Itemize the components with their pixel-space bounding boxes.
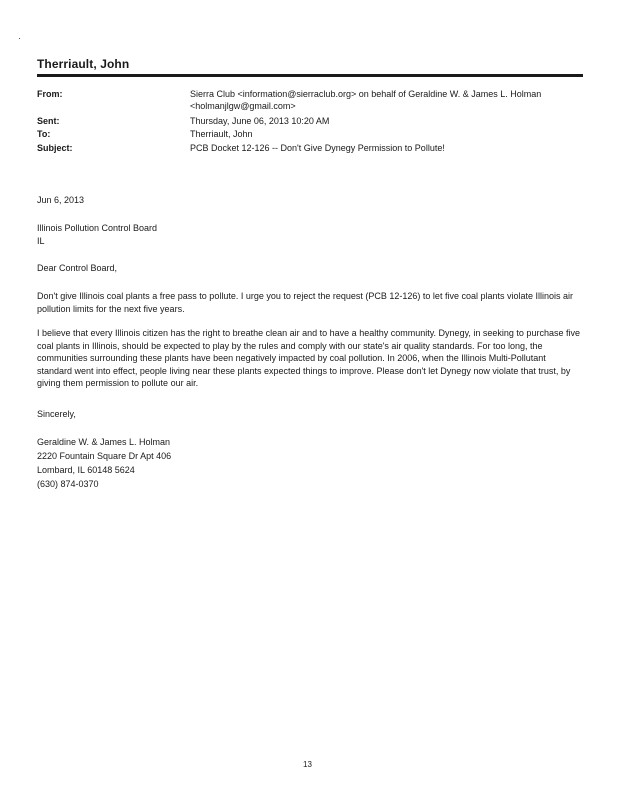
scan-speck — [19, 38, 20, 39]
sent-label: Sent: — [37, 116, 60, 126]
mailbox-owner-name: Therriault, John — [37, 57, 130, 71]
to-label: To: — [37, 129, 51, 139]
to-value: Therriault, John — [190, 129, 253, 139]
from-value-line2: <holmanjlgw@gmail.com> — [190, 101, 296, 111]
subject-label: Subject: — [37, 143, 73, 153]
signer-name: Geraldine W. & James L. Holman — [37, 437, 171, 447]
paragraph-2: I believe that every Illinois citizen has the right to breathe clean air and to have a healthy community. Dynegy, in seeking to purchase five coal plants in Illinois, should be expected to play by the rules and comply with our state's air quality standards. For too long, the communities surrounding these plants have been negatively impacted by coal pollution. In 2006, when the Illinois Multi-Pollutant standard went into effect, people living near these plants expected things to improve. Please don't let Dynegy now violate that trust, by giving them permission to pollute our air. — [37, 328, 580, 388]
letter-date: Jun 6, 2013 — [37, 195, 85, 205]
header-divider — [37, 74, 583, 77]
recipient-line1: Illinois Pollution Control Board — [37, 223, 158, 233]
address-line1: 2220 Fountain Square Dr Apt 406 — [37, 451, 172, 461]
page-number: 13 — [303, 760, 312, 769]
salutation: Dear Control Board, — [37, 263, 118, 273]
paragraph-1: Don't give Illinois coal plants a free pass to pollute. I urge you to reject the request (PCB 12-126) to let five coal plants violate Illinois air pollution limits for the next five years. — [37, 291, 574, 314]
recipient-line2: IL — [37, 236, 45, 246]
closing: Sincerely, — [37, 409, 76, 419]
address-line2: Lombard, IL 60148 5624 — [37, 465, 135, 475]
sent-value: Thursday, June 06, 2013 10:20 AM — [190, 116, 330, 126]
phone-number: (630) 874-0370 — [37, 479, 99, 489]
from-value-line1: Sierra Club <information@sierraclub.org> on behalf of Geraldine W. & James L. Holman — [190, 89, 542, 99]
subject-value: PCB Docket 12-126 -- Don't Give Dynegy Permission to Pollute! — [190, 143, 445, 153]
from-label: From: — [37, 89, 63, 99]
